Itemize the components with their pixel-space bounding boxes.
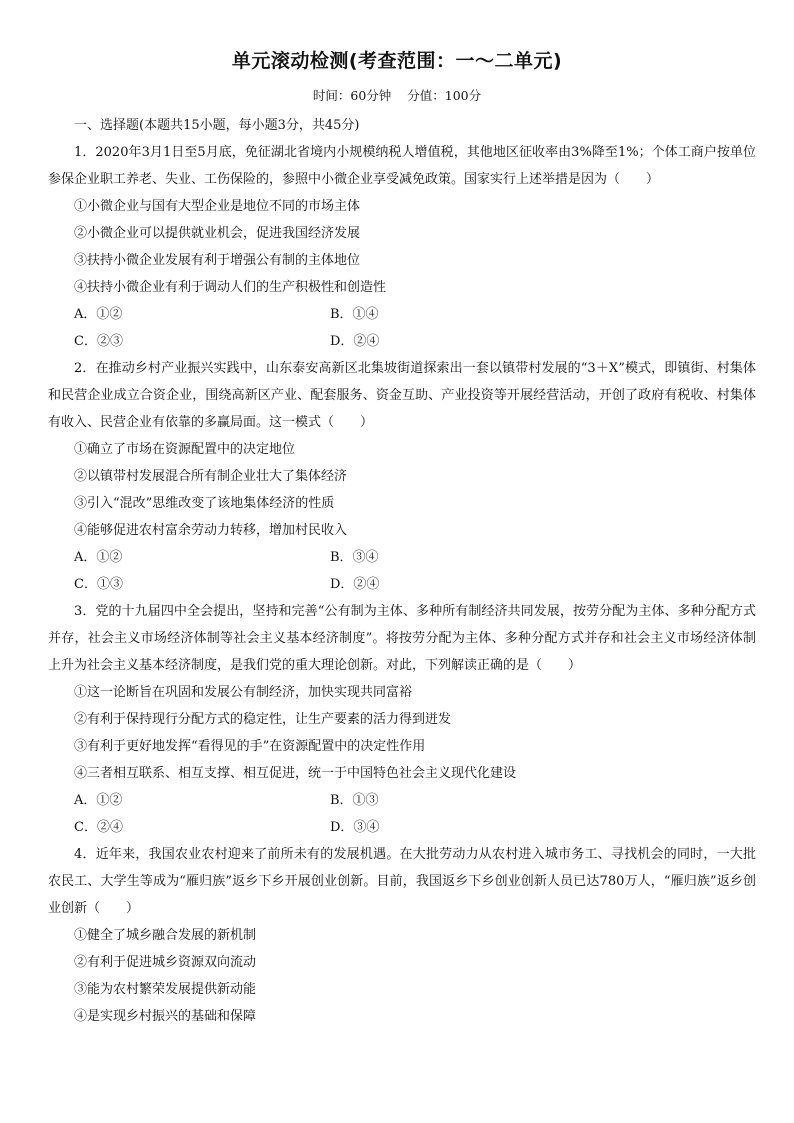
answer-choice: D．③④ <box>330 820 380 835</box>
statement-option: ①健全了城乡融合发展的新机制 <box>74 928 257 943</box>
time-limit: 时间：60分钟 <box>312 88 392 103</box>
statement-option: ②小微企业可以提供就业机会，促进我国经济发展 <box>74 226 361 241</box>
statement-option: ②有利于促进城乡资源双向流动 <box>74 955 257 970</box>
statement-option: ④是实现乡村振兴的基础和保障 <box>74 1009 257 1024</box>
answer-choice: A．①② <box>74 550 123 565</box>
statement-option: ②有利于保持现行分配方式的稳定性，让生产要素的活力得到迸发 <box>74 712 452 727</box>
question-stem: 2．在推动乡村产业振兴实践中，山东泰安高新区北集坡街道探索出一套以镇带村发展的“3＋X”模式，即镇街、村集体和民营企业成立合资企业，围绕高新区产业、配套服务、资金互助、产业投资等开展经营活动，开创了政府有税收、村集体有收入、民营企业有依靠的多赢局面。这一模式（ ） <box>48 361 756 430</box>
statement-option: ①这一论断旨在巩固和发展公有制经济，加快实现共同富裕 <box>74 685 413 700</box>
answer-choice: B．①③ <box>330 793 379 808</box>
question <box>48 355 756 598</box>
answer-choice: D．②④ <box>330 577 380 592</box>
answer-choice: A．①② <box>74 307 123 322</box>
question-stem: 1．2020年3月1日至5月底，免征湖北省境内小规模纳税人增值税，其他地区征收率由3%降至1%；个体工商户按单位参保企业职工养老、失业、工伤保险的，参照中小微企业享受减免政策。国家实行上述举措是因为（ ） <box>48 145 756 187</box>
answer-choices-row <box>48 571 756 598</box>
statement-option: ④扶持小微企业有利于调动人们的生产积极性和创造性 <box>74 280 387 295</box>
question <box>48 139 756 355</box>
statement-option: ③有利于更好地发挥“看得见的手”在资源配置中的决定性作用 <box>74 739 426 754</box>
question-stem: 4．近年来，我国农业农村迎来了前所未有的发展机遇。在大批劳动力从农村进入城市务工、寻找机会的同时，一大批农民工、大学生等成为“雁归族”返乡下乡开展创业创新。目前，我国返乡下乡创业创新人员已达780万人，“雁归族”返乡创业创新（ ） <box>48 847 756 916</box>
question <box>48 841 756 1030</box>
question <box>48 598 756 841</box>
answer-choice: C．②③ <box>74 334 123 349</box>
exam-content <box>48 112 756 1030</box>
answer-choices-row <box>48 814 756 841</box>
answer-choice: B．③④ <box>330 550 379 565</box>
answer-choice: A．①② <box>74 793 123 808</box>
answer-choice: C．①③ <box>74 577 123 592</box>
answer-choices-row <box>48 328 756 355</box>
answer-choices-row <box>48 787 756 814</box>
statement-option: ④三者相互联系、相互支撑、相互促进，统一于中国特色社会主义现代化建设 <box>74 766 517 781</box>
exam-meta <box>0 86 794 104</box>
statement-option: ②以镇带村发展混合所有制企业壮大了集体经济 <box>74 469 348 484</box>
answer-choice: B．①④ <box>330 307 379 322</box>
statement-option: ③引入“混改”思维改变了该地集体经济的性质 <box>74 496 335 511</box>
section-heading: 一、选择题(本题共15小题，每小题3分，共45分) <box>74 118 360 133</box>
statement-option: ①小微企业与国有大型企业是地位不同的市场主体 <box>74 199 361 214</box>
statement-option: ④能够促进农村富余劳动力转移，增加村民收入 <box>74 523 348 538</box>
page-title: 单元滚动检测(考查范围：一～二单元) <box>231 50 563 72</box>
answer-choices-row <box>48 301 756 328</box>
total-score: 分值：100分 <box>407 88 482 103</box>
statement-option: ③能为农村繁荣发展提供新动能 <box>74 982 257 997</box>
question-stem: 3．党的十九届四中全会提出，坚持和完善“公有制为主体、多种所有制经济共同发展，按劳分配为主体、多种分配方式并存，社会主义市场经济体制等社会主义基本经济制度”。将按劳分配为主体、多种分配方式并存和社会主义市场经济体制上升为社会主义基本经济制度，是我们党的重大理论创新。对此，下列解读正确的是（ ） <box>48 604 756 673</box>
statement-option: ①确立了市场在资源配置中的决定地位 <box>74 442 296 457</box>
answer-choices-row <box>48 544 756 571</box>
statement-option: ③扶持小微企业发展有利于增强公有制的主体地位 <box>74 253 361 268</box>
answer-choice: D．②④ <box>330 334 380 349</box>
answer-choice: C．②④ <box>74 820 123 835</box>
